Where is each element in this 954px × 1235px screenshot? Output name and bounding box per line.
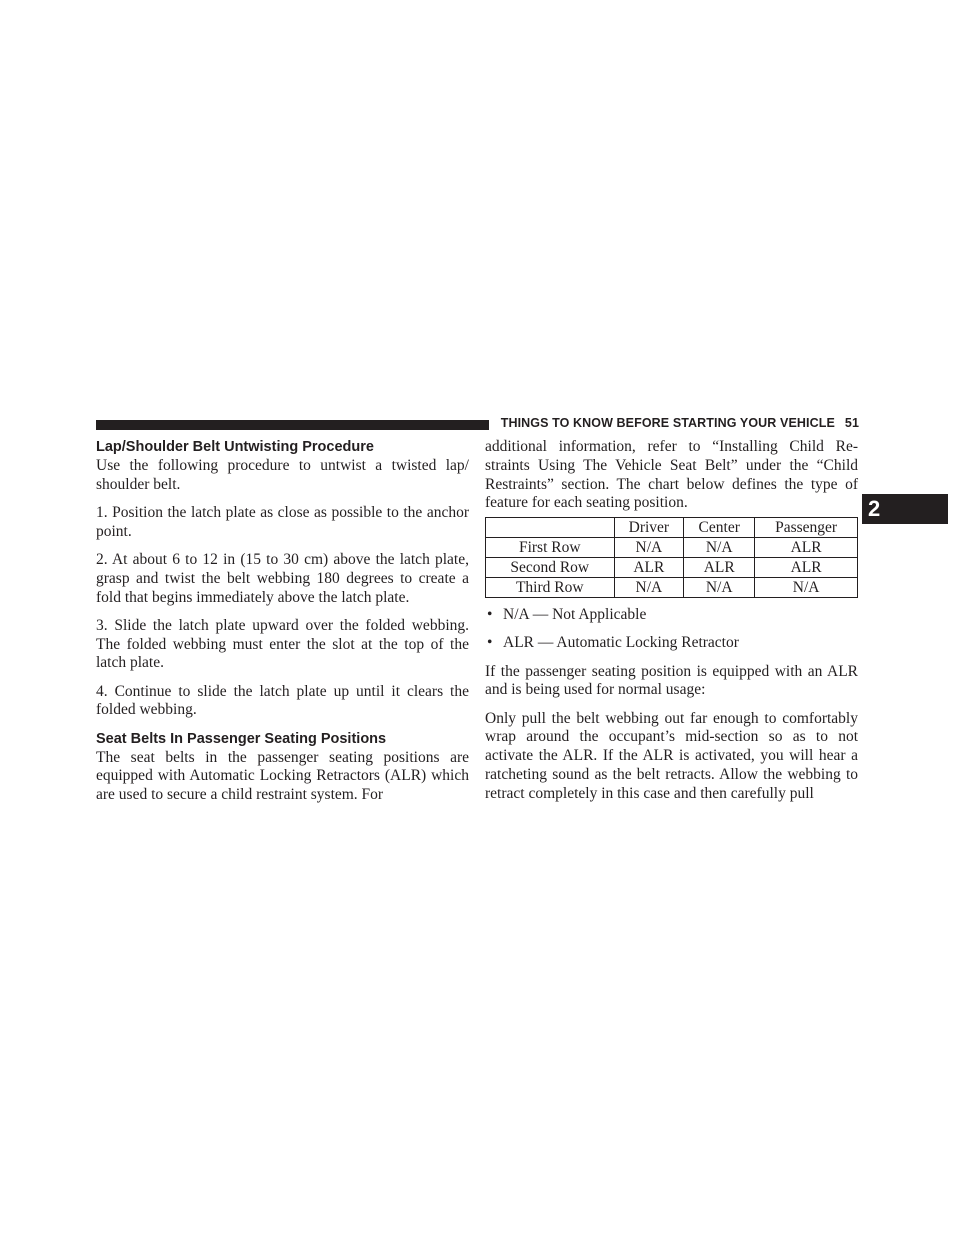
table-header-cell: Center	[684, 518, 755, 538]
table-cell: Third Row	[486, 578, 615, 598]
alr-paragraph: If the passenger seating position is equipped with an ALR and is being used for normal usage:	[485, 662, 858, 699]
passenger-paragraph: The seat belts in the passenger seating positions are equipped with Automatic Locking Retractors (ALR) which are used to secure a child restraint system. For	[96, 748, 469, 804]
usage-paragraph: Only pull the belt webbing out far enough to comfortably wrap around the occupant’s mid-section so as to not activate the ALR. If the ALR is activated, you will hear a ratcheting sound as the belt retracts. Allow the webbing to retract completely in this case and then carefully pull	[485, 709, 858, 802]
table-row	[486, 538, 858, 558]
bullet-text: ALR — Automatic Locking Retractor	[503, 634, 739, 652]
header-title: THINGS TO KNOW BEFORE STARTING YOUR VEHICLE	[500, 416, 835, 430]
section-heading-untwisting: Lap/Shoulder Belt Untwisting Procedure	[96, 439, 374, 455]
running-header	[493, 416, 859, 430]
table-header-cell: Driver	[614, 518, 684, 538]
list-item	[485, 634, 858, 653]
page-number: 51	[844, 416, 859, 430]
step-2: 2. At about 6 to 12 in (15 to 30 cm) above the latch plate, grasp and twist the belt webbing 180 degrees to create a fold that begins immediately above the latch plate.	[96, 550, 469, 606]
table-cell: ALR	[614, 558, 684, 578]
table-cell: First Row	[486, 538, 615, 558]
chapter-tab: 2	[862, 494, 948, 524]
table-header-cell	[486, 518, 615, 538]
table-cell: N/A	[755, 578, 858, 598]
table-cell: N/A	[614, 538, 684, 558]
table-cell: ALR	[755, 558, 858, 578]
table-cell: ALR	[755, 538, 858, 558]
section-heading-passenger: Seat Belts In Passenger Seating Positions	[96, 730, 387, 747]
intro-paragraph: Use the following procedure to untwist a twisted lap/ shoulder belt.	[96, 457, 469, 493]
step-4: 4. Continue to slide the latch plate up until it clears the folded webbing.	[96, 682, 469, 719]
seating-table	[485, 517, 858, 598]
table-row	[486, 558, 858, 578]
step-1: 1. Position the latch plate as close as possible to the anchor point.	[96, 503, 469, 540]
right-column	[485, 438, 858, 804]
list-item	[485, 606, 858, 625]
continued-paragraph: additional information, refer to “Installing Child Re- straints Using The Vehicle Seat Belt” under the “Child Restraints” section. The chart below defines the type of feature for each seating position.	[485, 438, 858, 512]
table-header-cell: Passenger	[755, 518, 858, 538]
table-cell: N/A	[684, 578, 755, 598]
table-cell: N/A	[614, 578, 684, 598]
left-column	[96, 438, 469, 805]
legend-list	[485, 606, 858, 653]
header-rule	[96, 420, 489, 430]
bullet-icon: •	[487, 606, 493, 624]
table-cell: N/A	[684, 538, 755, 558]
bullet-icon: •	[487, 634, 493, 652]
step-3: 3. Slide the latch plate upward over the folded webbing. The folded webbing must enter the slot at the top of the latch plate.	[96, 616, 469, 672]
table-header-row	[486, 518, 858, 538]
table-cell: ALR	[684, 558, 755, 578]
table-row	[486, 578, 858, 598]
bullet-text: N/A — Not Applicable	[503, 606, 647, 624]
table-cell: Second Row	[486, 558, 615, 578]
